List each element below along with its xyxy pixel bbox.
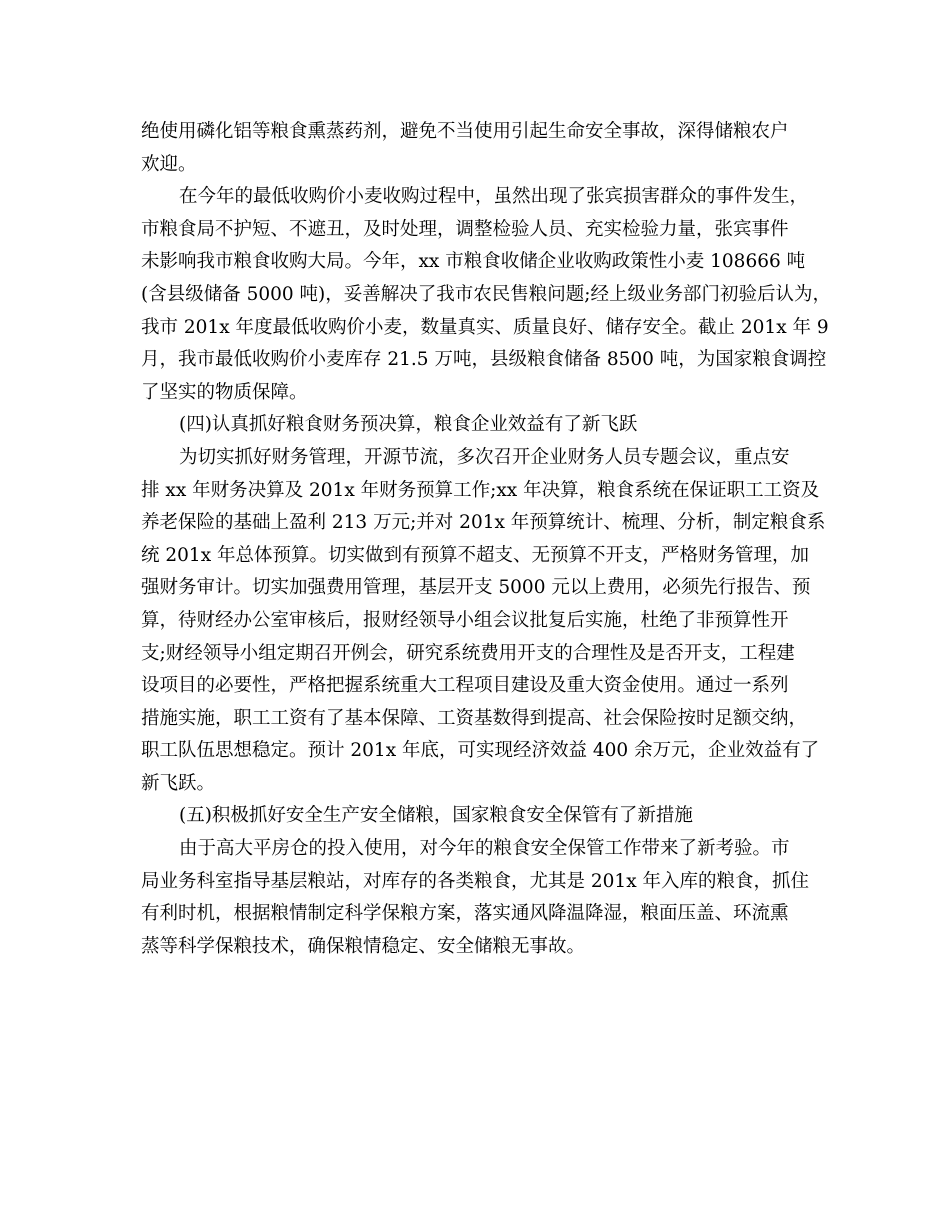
text-line: 职工队伍思想稳定。预计 201x 年底，可实现经济效益 400 余万元，企业效益有了 — [141, 740, 820, 762]
text-line: 月，我市最低收购价小麦库存 21.5 万吨，县级粮食储备 8500 吨，为国家粮食调控 — [141, 349, 827, 371]
text-line: 了坚实的物质保障。 — [141, 381, 308, 403]
text-line: 局业务科室指导基层粮站，对库存的各类粮食，尤其是 201x 年入库的粮食，抓住 — [141, 870, 810, 892]
text-line: 强财务审计。切实加强费用管理，基层开支 5000 元以上费用，必须先行报告、预 — [141, 577, 811, 599]
text-line: (四)认真抓好粮食财务预决算，粮食企业效益有了新飞跃 — [179, 414, 638, 436]
text-line: 算，待财经办公室审核后，报财经领导小组会议批复后实施，杜绝了非预算性开 — [141, 609, 789, 631]
text-line: 蒸等科学保粮技术，确保粮情稳定、安全储粮无事故。 — [141, 935, 586, 957]
text-line: 养老保险的基础上盈利 213 万元;并对 201x 年预算统计、梳理、分析，制定粮食系 — [141, 512, 826, 534]
text-line: 在今年的最低收购价小麦收购过程中，虽然出现了张宾损害群众的事件发生， — [179, 186, 809, 208]
document-body — [141, 116, 831, 963]
text-line: 支;财经领导小组定期召开例会，研究系统费用开支的合理性及是否开支，工程建 — [141, 642, 795, 664]
text-line: 为切实抓好财务管理，开源节流，多次召开企业财务人员专题会议，重点安 — [179, 446, 790, 468]
text-line: 新飞跃。 — [141, 772, 216, 794]
text-line: 绝使用磷化铝等粮食熏蒸药剂，避免不当使用引起生命安全事故，深得储粮农户 — [141, 121, 789, 142]
text-line: 欢迎。 — [141, 153, 197, 175]
text-line: 有利时机，根据粮情制定科学保粮方案，落实通风降温降湿，粮面压盖、环流熏 — [141, 903, 789, 925]
text-line: 设项目的必要性，严格把握系统重大工程项目建设及重大资金使用。通过一系列 — [141, 675, 789, 697]
text-line: 统 201x 年总体预算。切实做到有预算不超支、无预算不开支，严格财务管理，加 — [141, 544, 810, 566]
text-line: 由于高大平房仓的投入使用，对今年的粮食安全保管工作带来了新考验。市 — [179, 838, 790, 860]
text-line: (五)积极抓好安全生产安全储粮，国家粮食安全保管有了新措施 — [179, 805, 693, 827]
text-line: 措施实施，职工工资有了基本保障、工资基数得到提高、社会保险按时足额交纳， — [141, 707, 808, 729]
text-line: (含县级储备 5000 吨)，妥善解决了我市农民售粮问题;经上级业务部门初验后认为， — [141, 283, 832, 305]
text-line: 市粮食局不护短、不遮丑，及时处理，调整检验人员、充实检验力量，张宾事件 — [141, 218, 789, 240]
text-line: 我市 201x 年度最低收购价小麦，数量真实、质量良好、储存安全。截止 201x 年 9 — [141, 316, 829, 338]
text-line: 排 xx 年财务决算及 201x 年财务预算工作;xx 年决算，粮食系统在保证职工工资及 — [141, 479, 820, 501]
text-line: 未影响我市粮食收购大局。今年，xx 市粮食收储企业收购政策性小麦 108666 吨 — [141, 251, 806, 273]
